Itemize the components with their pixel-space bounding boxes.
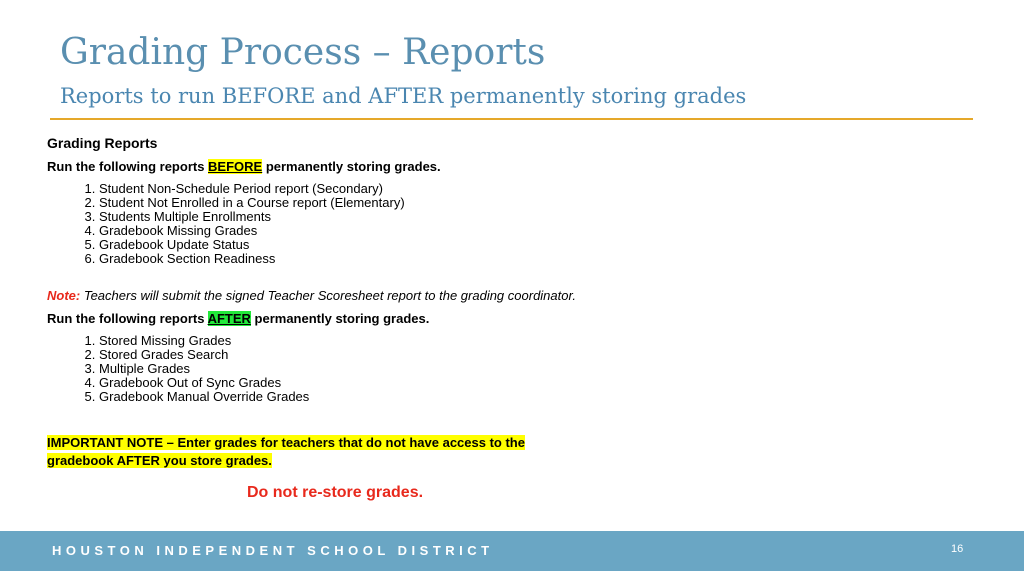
- before-report-list: [47, 182, 405, 266]
- list-item: 4. Gradebook Out of Sync Grades: [99, 376, 309, 390]
- page-number: 16: [951, 543, 964, 555]
- before-instruction: [47, 159, 441, 174]
- note-text: Teachers will submit the signed Teacher Scoresheet report to the grading coordinator.: [80, 288, 576, 303]
- grading-reports-heading: Grading Reports: [47, 135, 158, 151]
- before-highlight: BEFORE: [208, 159, 263, 174]
- slide-subtitle: Reports to run BEFORE and AFTER permanently storing grades: [60, 84, 747, 108]
- footer-bar: [0, 531, 1024, 571]
- slide-title: Grading Process – Reports: [60, 32, 546, 73]
- after-prefix: Run the following reports: [47, 311, 208, 326]
- after-suffix: permanently storing grades.: [250, 311, 430, 326]
- important-line-1: IMPORTANT NOTE – Enter grades for teachers that do not have access to the: [47, 435, 525, 450]
- before-prefix: Run the following reports: [47, 159, 209, 174]
- list-item: 3. Multiple Grades: [99, 362, 309, 376]
- list-item: 4. Gradebook Missing Grades: [99, 224, 405, 238]
- teacher-note: [47, 288, 576, 303]
- important-note: [47, 434, 525, 470]
- list-item: 2. Student Not Enrolled in a Course report (Elementary): [99, 196, 405, 210]
- before-suffix: permanently storing grades.: [262, 159, 441, 174]
- title-divider: [50, 118, 973, 120]
- list-item: 1. Student Non-Schedule Period report (Secondary): [99, 182, 405, 196]
- restore-warning: Do not re-store grades.: [247, 484, 424, 501]
- list-item: 5. Gradebook Update Status: [99, 238, 405, 252]
- note-label: Note:: [47, 288, 81, 303]
- important-line-2: gradebook AFTER you store grades.: [47, 453, 272, 468]
- after-report-list: [47, 334, 309, 404]
- list-item: 6. Gradebook Section Readiness: [99, 252, 405, 266]
- list-item: 2. Stored Grades Search: [99, 348, 309, 362]
- after-instruction: [47, 311, 429, 326]
- organization-name: HOUSTON INDEPENDENT SCHOOL DISTRICT: [52, 543, 494, 558]
- list-item: 5. Gradebook Manual Override Grades: [99, 390, 309, 404]
- list-item: 3. Students Multiple Enrollments: [99, 210, 405, 224]
- after-highlight: AFTER: [207, 311, 251, 326]
- list-item: 1. Stored Missing Grades: [99, 334, 309, 348]
